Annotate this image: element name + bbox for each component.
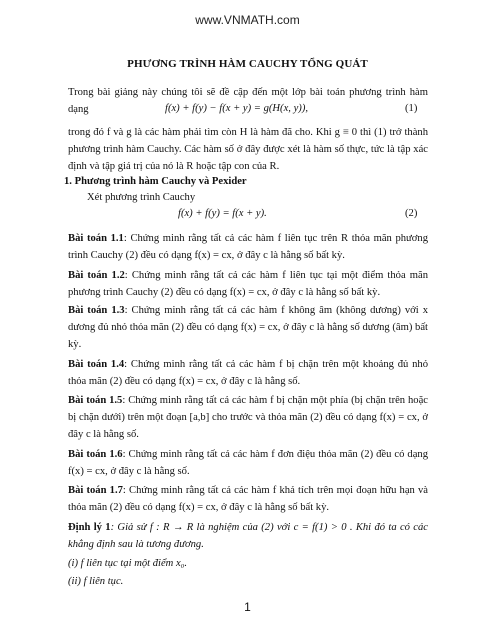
document-title: PHƯƠNG TRÌNH HÀM CAUCHY TỔNG QUÁT xyxy=(127,58,368,70)
page-number: 1 xyxy=(244,600,251,614)
section-intro: Xét phương trình Cauchy xyxy=(87,192,196,203)
problem-label: Bài toán 1.3 xyxy=(68,305,125,316)
intro-paragraph: Trong bài giảng này chúng tôi sẽ đề cập đến một lớp bài toán phương trình hàm dạng xyxy=(68,87,428,115)
problem-label: Bài toán 1.2 xyxy=(68,270,125,281)
problem-text: : Chứng minh rằng tất cả các hàm f liên tục tại một điểm thỏa mãn phương trình Cauchy (2) đều có dạng f(x) = cx, ở đây c là hằng số bất kỳ. xyxy=(68,270,428,298)
problem-1-1 xyxy=(68,230,428,264)
theorem-text: : Giả sử f : R → R là nghiệm của (2) với c = f(1) > 0 . Khi đó ta có các khẳng định sau là tương đương. xyxy=(68,522,428,550)
intro-paragraph-2: trong đó f và g là các hàm phải tìm còn H là hàm đã cho. Khi g ≡ 0 thì (1) trở thành phương trình hàm Cauchy. Các hàm số ở đây được xét là hàm số thực, tức là tập xác định và tập giá trị của nó là R hoặc tập con của R. xyxy=(68,127,428,172)
equation-1: f(x) + f(y) − f(x + y) = g(H(x, y)), xyxy=(165,103,308,114)
problem-1-6 xyxy=(68,446,428,480)
equation-1-number: (1) xyxy=(405,103,418,114)
problem-1-2 xyxy=(68,267,428,301)
theorem-1 xyxy=(68,519,428,553)
section-heading: 1. Phương trình hàm Cauchy và Pexider xyxy=(64,176,247,187)
problem-text: : Chứng minh rằng tất cả các hàm f liên tục trên R thỏa mãn phương trình Cauchy (2) đều có dạng f(x) = cx, ở đây c là hằng số bất kỳ. xyxy=(68,233,428,261)
problem-text: : Chứng minh rằng tất cả các hàm f khả tích trên mọi đoạn hữu hạn và thỏa mãn (2) đều có dạng f(x) = cx, ở đây c là hằng số bất kỳ. xyxy=(68,485,429,513)
problem-label: Bài toán 1.7 xyxy=(68,485,123,496)
problem-1-3 xyxy=(68,302,428,353)
problem-1-4 xyxy=(68,356,428,390)
theorem-item-i: (i) f liên tục tại một điểm x₀. xyxy=(68,558,188,569)
problem-label: Bài toán 1.6 xyxy=(68,449,123,460)
theorem-label: Định lý 1 xyxy=(68,522,111,533)
problem-text: : Chứng minh rằng tất cả các hàm f bị chặn một phía (bị chặn trên hoặc bị chặn dưới) trên một đoạn [a,b] cho trước và thỏa mãn (2) đều có dạng f(x) = cx, ở đây c là hằng số. xyxy=(68,395,428,440)
problem-text: : Chứng minh rằng tất cả các hàm f không âm (không dương) với x dương đủ nhỏ thỏa mãn (2) đều có dạng f(x) = cx, ở đây c là hằng số dương (âm) bất kỳ. xyxy=(68,305,428,350)
site-header: www.VNMATH.com xyxy=(195,13,300,27)
problem-label: Bài toán 1.1 xyxy=(68,233,124,244)
equation-2-number: (2) xyxy=(405,208,418,219)
problem-label: Bài toán 1.4 xyxy=(68,359,125,370)
theorem-item-ii: (ii) f liên tục. xyxy=(68,576,124,587)
problem-text: : Chứng minh rằng tất cả các hàm f đơn điệu thỏa mãn (2) đều có dạng f(x) = cx, ở đây c là hằng số. xyxy=(68,449,429,477)
problem-text: : Chứng minh rằng tất cả các hàm f bị chặn trên một khoảng đủ nhỏ thỏa mãn (2) đều có dạng f(x) = cx, ở đây c là hằng số. xyxy=(68,359,429,387)
equation-2: f(x) + f(y) = f(x + y). xyxy=(178,208,267,219)
problem-1-5 xyxy=(68,392,428,443)
problem-label: Bài toán 1.5 xyxy=(68,395,123,406)
problem-1-7 xyxy=(68,482,428,516)
